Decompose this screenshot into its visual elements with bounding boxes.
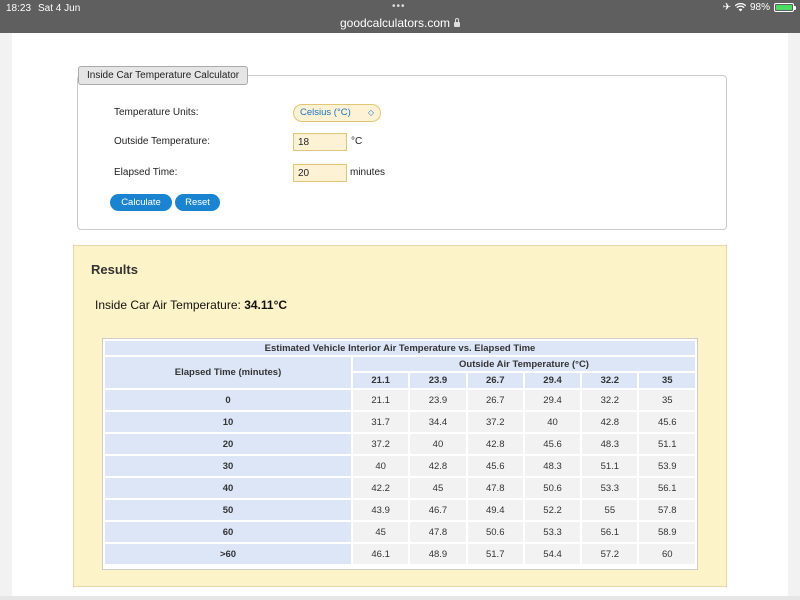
table-row [105,500,695,520]
calculate-button[interactable]: Calculate [110,194,172,211]
row-label: 60 [105,522,351,542]
table-cell: 26.7 [468,390,523,410]
table-row [105,412,695,432]
browser-top-bar [0,0,800,33]
battery-level [776,5,792,10]
inside-temp-value: 34.11°C [244,298,288,312]
table-row [105,434,695,454]
table-cell: 43.9 [353,500,408,520]
table-cell: 53.3 [525,522,580,542]
table-cell: 52.2 [525,500,580,520]
table-cell: 45.6 [525,434,580,454]
table-cell: 50.6 [468,522,523,542]
table-cell: 45 [410,478,465,498]
column-header: 32.2 [582,373,637,388]
units-select[interactable] [293,104,381,122]
table-cell: 47.8 [468,478,523,498]
elapsed-time-input[interactable] [293,164,347,182]
row-label: 0 [105,390,351,410]
table-row [105,478,695,498]
row-label: 30 [105,456,351,476]
status-indicators [723,2,794,13]
table-cell: 46.7 [410,500,465,520]
row-label: 50 [105,500,351,520]
table-cell: 37.2 [353,434,408,454]
bottom-edge [0,596,800,600]
row-header: Elapsed Time (minutes) [105,357,351,388]
page-content [12,33,788,600]
table-caption: Estimated Vehicle Interior Air Temperature vs. Elapsed Time [105,341,695,355]
column-header: 23.9 [410,373,465,388]
table-cell: 56.1 [639,478,695,498]
row-label: >60 [105,544,351,564]
table-cell: 48.3 [525,456,580,476]
inside-temp-label: Inside Car Air Temperature: [95,298,241,312]
table-cell: 56.1 [582,522,637,542]
column-header: 26.7 [468,373,523,388]
column-group-header: Outside Air Temperature (°C) [353,357,695,371]
table-row [105,390,695,410]
table-cell: 42.8 [410,456,465,476]
column-header: 35 [639,373,695,388]
results-title: Results [91,262,138,277]
table-cell: 34.4 [410,412,465,432]
table-cell: 46.1 [353,544,408,564]
elapsed-time-unit: minutes [350,167,386,178]
table-cell: 29.4 [525,390,580,410]
row-label: 40 [105,478,351,498]
table-cell: 50.6 [525,478,580,498]
units-select-value: Celsius (°C) [300,107,351,118]
table-cell: 45.6 [639,412,695,432]
table-cell: 58.9 [639,522,695,542]
table-cell: 23.9 [410,390,465,410]
table-cell: 51.7 [468,544,523,564]
table-row [105,456,695,476]
table-cell: 60 [639,544,695,564]
table-cell: 45 [353,522,408,542]
table-cell: 42.8 [468,434,523,454]
table-cell: 51.1 [639,434,695,454]
table-cell: 21.1 [353,390,408,410]
elapsed-time-label: Elapsed Time: [114,167,178,178]
table-cell: 47.8 [410,522,465,542]
units-label: Temperature Units: [114,107,199,118]
select-chevron-icon: ◇ [367,108,374,117]
table-row [105,544,695,564]
calculator-title: Inside Car Temperature Calculator [78,66,248,85]
table-cell: 32.2 [582,390,637,410]
outside-temp-unit: °C [351,136,363,147]
results-panel [73,245,727,587]
column-header: 21.1 [353,373,408,388]
url-text: goodcalculators.com [339,16,451,30]
table-cell: 35 [639,390,695,410]
table-cell: 42.8 [582,412,637,432]
airplane-icon: ✈ [722,2,731,13]
row-label: 20 [105,434,351,454]
table-cell: 48.3 [582,434,637,454]
lock-icon [454,22,460,27]
table-cell: 49.4 [468,500,523,520]
table-cell: 55 [582,500,637,520]
table-cell: 40 [353,456,408,476]
table-row [105,522,695,542]
wifi-icon [735,3,746,12]
calculator-fieldset [77,75,727,230]
outside-temp-input[interactable] [293,133,347,151]
battery-icon [774,3,794,12]
temperature-table [102,338,698,570]
column-header: 29.4 [525,373,580,388]
table-cell: 37.2 [468,412,523,432]
row-label: 10 [105,412,351,432]
table-cell: 42.2 [353,478,408,498]
table-cell: 53.3 [582,478,637,498]
table-cell: 54.4 [525,544,580,564]
table-cell: 53.9 [639,456,695,476]
table-cell: 40 [525,412,580,432]
battery-percent: 98% [749,2,770,13]
more-dots-icon[interactable]: ••• [392,1,406,12]
status-time: 18:23 [6,3,32,14]
reset-button[interactable]: Reset [175,194,220,211]
status-date: Sat 4 Jun [38,3,81,14]
table-cell: 31.7 [353,412,408,432]
table-cell: 57.2 [582,544,637,564]
table-cell: 51.1 [582,456,637,476]
inside-temp-result [95,298,287,312]
table-cell: 45.6 [468,456,523,476]
address-bar[interactable] [0,16,800,30]
outside-temp-label: Outside Temperature: [114,136,210,147]
table-cell: 40 [410,434,465,454]
table-cell: 48.9 [410,544,465,564]
table-cell: 57.8 [639,500,695,520]
